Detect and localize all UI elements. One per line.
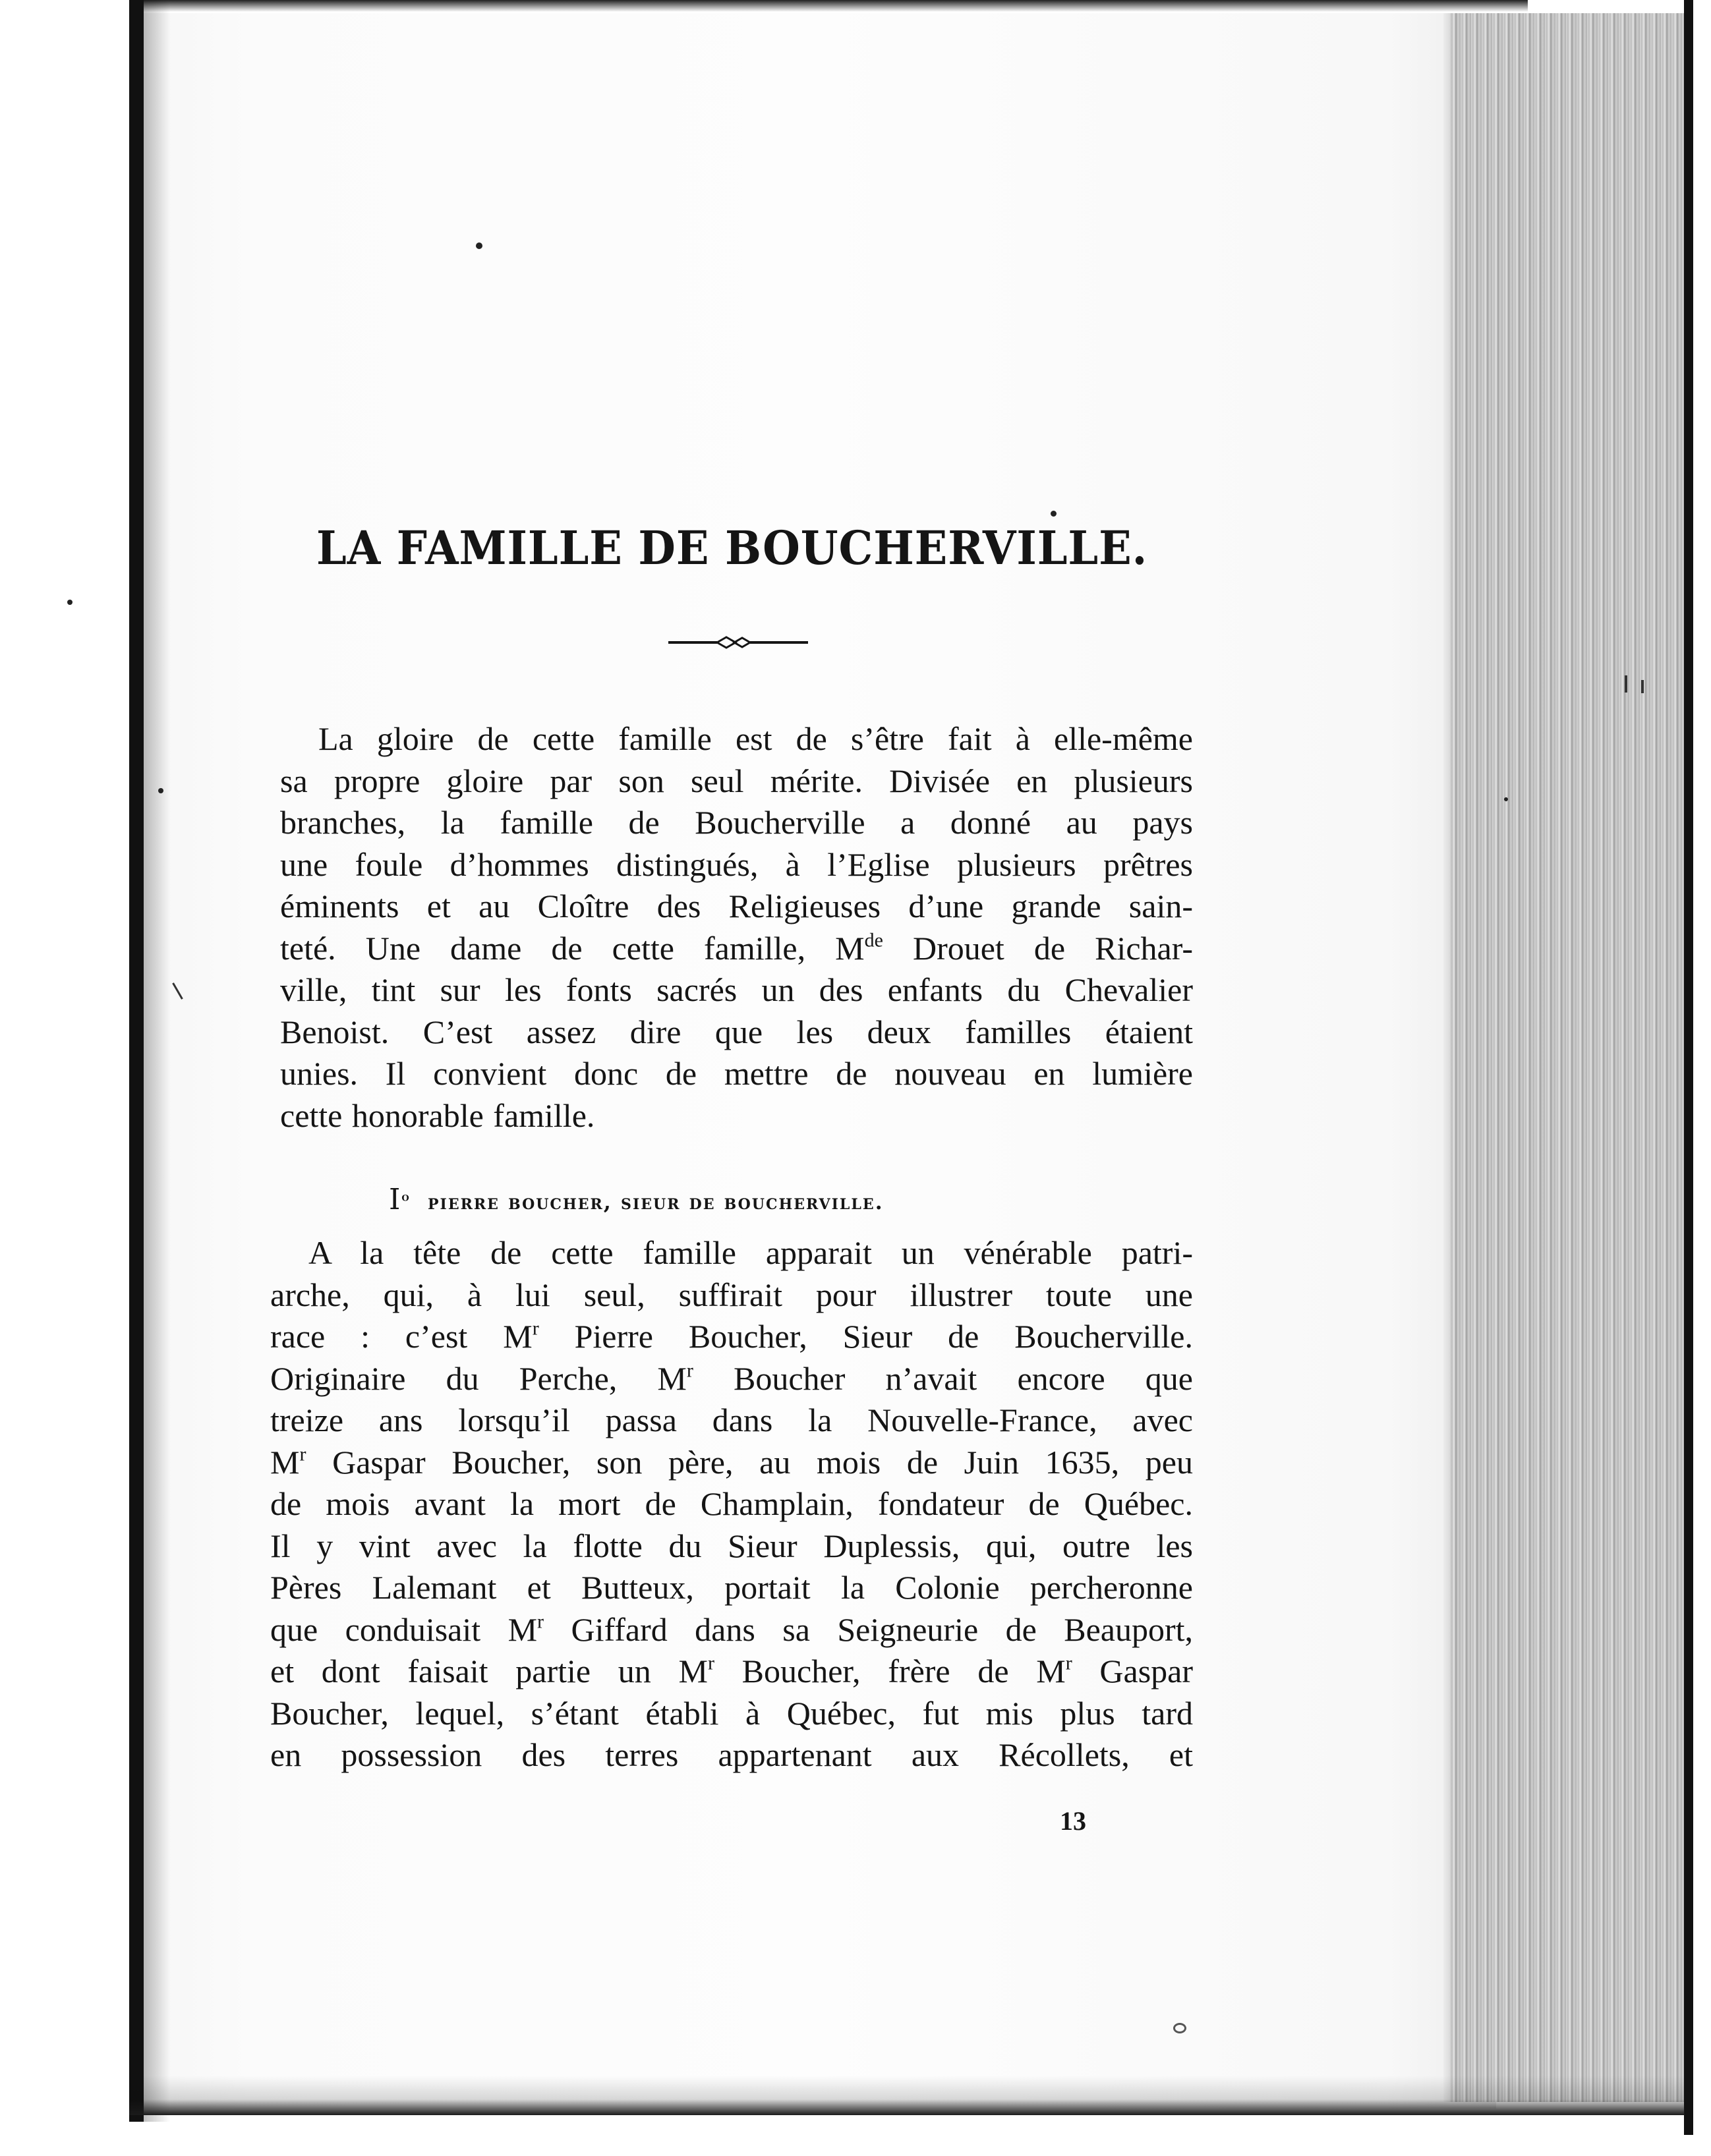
- text-line: unies. Il convient donc de mettre de nouveau en lumière: [280, 1055, 1193, 1092]
- text-line: [280, 928, 1193, 970]
- text-fragment: Boucher, frère de M: [714, 1653, 1066, 1689]
- page-title: LA FAMILLE DE BOUCHERVILLE.: [316, 521, 1148, 575]
- page-block-edges: [1450, 13, 1687, 2102]
- text-line: La gloire de cette famille est de s’être fait à elle-même: [318, 720, 1193, 757]
- text-line: une foule d’hommes distingués, à l’Eglise plusieurs prêtres: [280, 845, 1193, 883]
- scan-speck: [1504, 797, 1508, 801]
- margin-mark: [1641, 680, 1644, 693]
- paragraph-pierre-boucher: [270, 1232, 1193, 1776]
- section-number: I: [389, 1183, 402, 1216]
- text-fragment: Gaspar Boucher, son père, au mois de Juin 1635, peu: [306, 1443, 1193, 1481]
- text-line: branches, la famille de Boucherville a donné au pays: [280, 804, 1193, 841]
- text-line: ville, tint sur les fonts sacrés un des enfants du Chevalier: [280, 971, 1193, 1008]
- section-heading-text: pierre boucher, sieur de boucherville.: [428, 1189, 884, 1214]
- text-fragment: teté. Une dame de cette famille, M: [280, 929, 865, 967]
- text-line: cette honorable famille.: [280, 1096, 595, 1134]
- paragraph-intro: [280, 718, 1193, 1137]
- decorative-rule-ornament-icon: [666, 633, 811, 652]
- text-fragment: race : c’est M: [270, 1318, 533, 1355]
- text-line: arche, qui, à lui seul, suffirait pour illustrer toute une: [270, 1276, 1193, 1313]
- text-fragment: Drouet de Richar-: [883, 929, 1193, 967]
- text-line: [270, 1609, 1193, 1651]
- superscript: r: [537, 1610, 544, 1632]
- text-line: Pères Lalemant et Butteux, portait la Colonie percheronne: [270, 1569, 1193, 1606]
- text-fragment: Gaspar: [1072, 1653, 1193, 1689]
- margin-mark: [1625, 675, 1627, 693]
- page-top-edge: [144, 0, 1528, 12]
- text-line: [270, 1442, 1193, 1484]
- superscript: r: [686, 1359, 693, 1381]
- text-line: sa propre gloire par son seul mérite. Divisée en plusieurs: [280, 762, 1193, 799]
- section-heading: [389, 1183, 1114, 1216]
- text-fragment: que conduisait M: [270, 1610, 538, 1648]
- page-number: 13: [1060, 1806, 1086, 1836]
- text-line: [270, 1316, 1193, 1358]
- right-margin: [1693, 0, 1711, 2156]
- superscript: r: [299, 1443, 306, 1465]
- text-fragment: Pierre Boucher, Sieur de Boucherville.: [538, 1318, 1193, 1355]
- text-fragment: Boucher n’avait encore que: [693, 1359, 1194, 1397]
- text-line: en possession des terres appartenant aux Récollets, et: [270, 1736, 1193, 1773]
- text-line: treize ans lorsqu’il passa dans la Nouvelle-France, avec: [270, 1402, 1193, 1438]
- text-line: Benoist. C’est assez dire que les deux familles étaient: [280, 1013, 1193, 1050]
- text-line: [270, 1358, 1193, 1400]
- scan-speck: [476, 242, 482, 249]
- scan-speck: [67, 600, 72, 605]
- text-fragment: Giffard dans sa Seigneurie de Beauport,: [544, 1610, 1193, 1648]
- text-line: A la tête de cette famille apparait un vénérable patri-: [308, 1234, 1193, 1271]
- section-number-superscript: o: [401, 1189, 411, 1205]
- scan-speck: [1173, 2023, 1186, 2033]
- superscript: de: [864, 929, 883, 951]
- scan-speck: [158, 788, 163, 793]
- gutter-shadow: [144, 0, 170, 2122]
- text-fragment: et dont faisait partie un M: [270, 1653, 708, 1689]
- superscript: r: [532, 1317, 539, 1340]
- text-line: [270, 1651, 1193, 1693]
- text-line: Boucher, lequel, s’étant établi à Québec, fut mis plus tard: [270, 1694, 1193, 1732]
- superscript: r: [1065, 1652, 1072, 1674]
- text-line: éminents et au Cloître des Religieuses d’une grande sain-: [280, 888, 1193, 924]
- text-fragment: Originaire du Perche, M: [270, 1359, 687, 1397]
- book-binding-edge: [129, 0, 144, 2122]
- superscript: r: [707, 1652, 714, 1674]
- text-line: Il y vint avec la flotte du Sieur Duplessis, qui, outre les: [270, 1527, 1193, 1564]
- scan-speck: [1051, 511, 1057, 517]
- text-fragment: M: [270, 1443, 300, 1481]
- page-bottom-edge: [129, 2076, 1685, 2115]
- text-line: de mois avant la mort de Champlain, fondateur de Québec.: [270, 1485, 1193, 1522]
- page-block-border: [1684, 0, 1693, 2135]
